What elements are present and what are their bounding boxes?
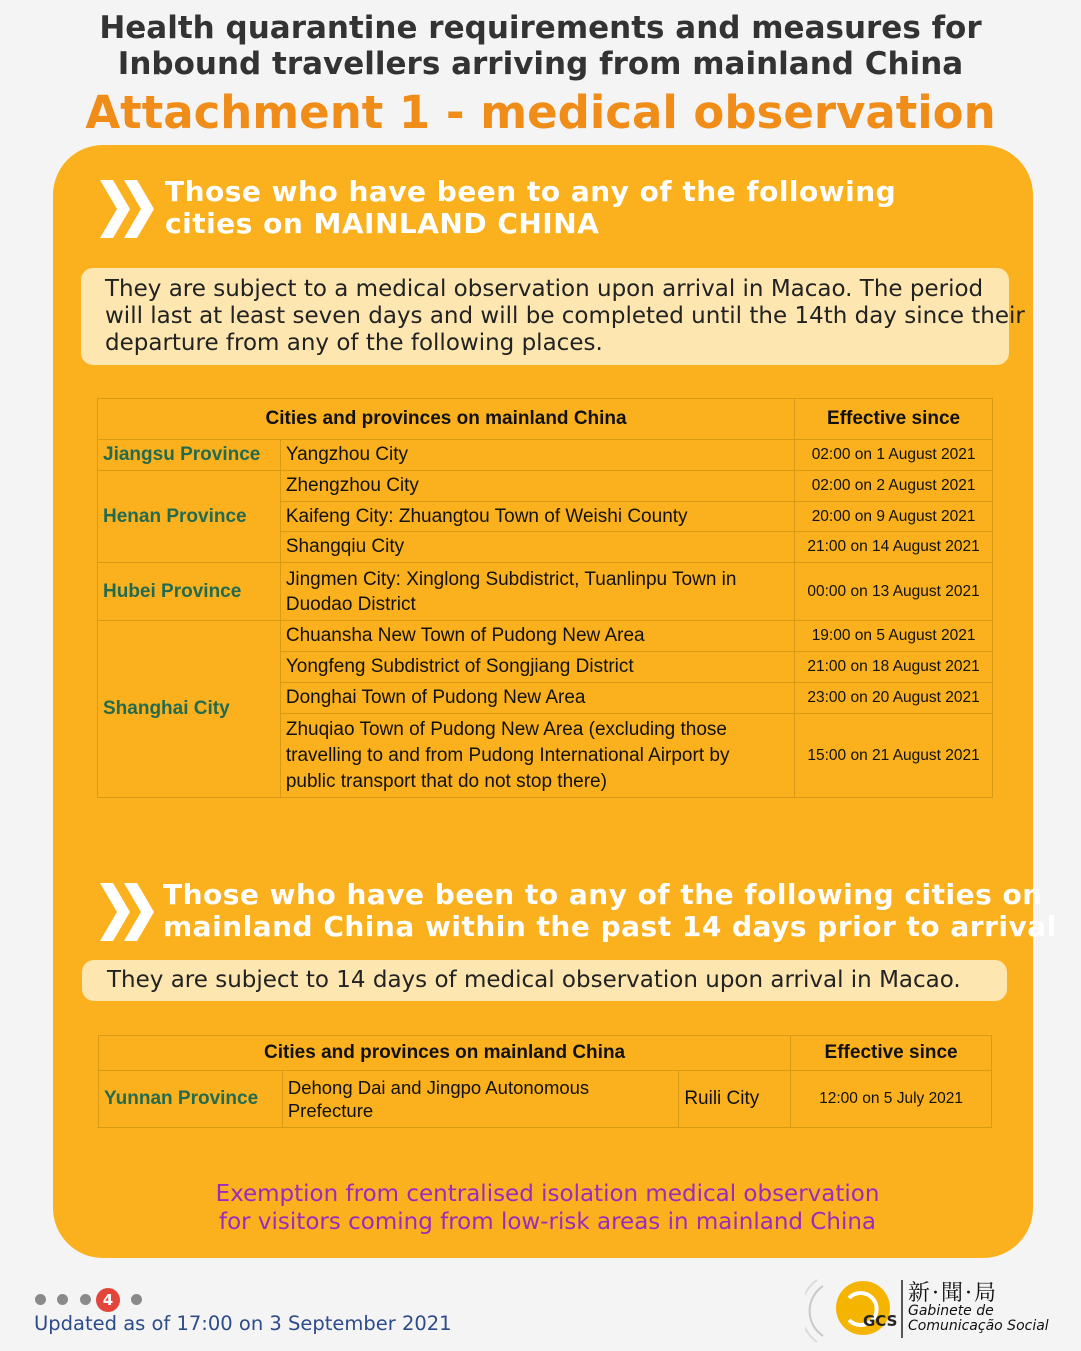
place-cell: Donghai Town of Pudong New Area <box>280 683 794 714</box>
province-cell: Henan Province <box>98 471 281 563</box>
table-row <box>98 563 993 621</box>
logo-pt-line2: Comunicação Social <box>908 1318 1049 1334</box>
section1-notice <box>81 268 1025 365</box>
date-cell: 00:00 on 13 August 2021 <box>795 563 993 621</box>
table-header-row <box>99 1036 992 1071</box>
col-header-places: Cities and provinces on mainland China <box>99 1036 791 1071</box>
col-header-effective: Effective since <box>791 1036 992 1071</box>
section1-notice-line2: will last at least seven days and will be completed until the 14th day since their <box>105 303 1025 329</box>
province-cell: Hubei Province <box>98 563 281 621</box>
page-dot[interactable] <box>35 1294 46 1305</box>
place-cell: Chuansha New Town of Pudong New Area <box>280 621 794 652</box>
section1-heading-line2: cities on MAINLAND CHINA <box>165 207 600 240</box>
exemption-line2: for visitors coming from low-risk areas in mainland China <box>218 1209 877 1235</box>
logo-pt-line1: Gabinete de <box>908 1303 994 1319</box>
updated-timestamp: Updated as of 17:00 on 3 September 2021 <box>34 1312 452 1335</box>
section2-heading-line2: mainland China within the past 14 days prior to arrival <box>163 910 1057 943</box>
date-cell: 20:00 on 9 August 2021 <box>795 502 993 532</box>
double-chevron-icon <box>100 180 156 238</box>
logo-portuguese-name <box>908 1304 1049 1334</box>
table-row <box>98 440 993 471</box>
section1-table <box>97 398 993 798</box>
title-line1: Health quarantine requirements and measures for <box>99 10 982 46</box>
place-line: travelling to and from Pudong International Airport by <box>285 744 730 766</box>
place-cell: Shangqiu City <box>280 532 794 563</box>
place-line: Duodao District <box>285 593 416 615</box>
logo-chinese-name: 新·聞·局 <box>908 1281 998 1306</box>
place-cell: Kaifeng City: Zhuangtou Town of Weishi County <box>280 502 794 532</box>
logo-mark-text: GCS <box>863 1312 898 1330</box>
col-header-places: Cities and provinces on mainland China <box>98 399 795 440</box>
date-cell: 23:00 on 20 August 2021 <box>795 683 993 714</box>
place-line: Zhuqiao Town of Pudong New Area (excluding those <box>285 718 727 740</box>
section2-notice-text: They are subject to 14 days of medical observation upon arrival in Macao. <box>107 967 961 993</box>
section1-heading-line1: Those who have been to any of the following <box>165 175 897 208</box>
province-cell: Yunnan Province <box>99 1071 283 1128</box>
exemption-line1: Exemption from centralised isolation medical observation <box>215 1181 880 1207</box>
double-chevron-icon <box>100 883 156 941</box>
place-cell: Zhengzhou City <box>280 471 794 502</box>
page-dot[interactable] <box>57 1294 68 1305</box>
province-cell: Shanghai City <box>98 621 281 798</box>
table-row <box>98 471 993 502</box>
place-cell <box>280 714 794 798</box>
prefecture-line: Prefecture <box>287 1100 374 1121</box>
section1-heading <box>165 176 896 240</box>
section1-notice-line3: departure from any of the following places. <box>105 330 603 356</box>
page-title <box>0 10 1081 82</box>
place-cell: Yangzhou City <box>280 440 794 471</box>
prefecture-cell <box>282 1071 678 1128</box>
title-line2: Inbound travellers arriving from mainland China <box>117 46 964 82</box>
place-line: Jingmen City: Xinglong Subdistrict, Tuanlinpu Town in <box>285 568 737 590</box>
date-cell: 19:00 on 5 August 2021 <box>795 621 993 652</box>
place-cell: Yongfeng Subdistrict of Songjiang District <box>280 652 794 683</box>
date-cell: 12:00 on 5 July 2021 <box>791 1071 992 1128</box>
date-cell: 02:00 on 2 August 2021 <box>795 471 993 502</box>
page-subtitle: Attachment 1 - medical observation <box>85 86 996 139</box>
province-cell: Jiangsu Province <box>98 440 281 471</box>
section2-table <box>98 1035 992 1128</box>
section1-notice-line1: They are subject to a medical observation upon arrival in Macao. The period <box>105 276 984 302</box>
current-page-badge: 4 <box>96 1288 120 1312</box>
page-dot[interactable] <box>80 1294 91 1305</box>
date-cell: 02:00 on 1 August 2021 <box>795 440 993 471</box>
place-cell <box>280 563 794 621</box>
col-header-effective: Effective since <box>795 399 993 440</box>
page-dot[interactable] <box>131 1294 142 1305</box>
date-cell: 21:00 on 18 August 2021 <box>795 652 993 683</box>
section2-heading <box>163 879 1057 943</box>
table-row <box>98 621 993 652</box>
section2-notice <box>82 960 1007 1001</box>
city-cell: Ruili City <box>679 1071 791 1128</box>
prefecture-line: Dehong Dai and Jingpo Autonomous <box>287 1077 590 1098</box>
date-cell: 15:00 on 21 August 2021 <box>795 714 993 798</box>
date-cell: 21:00 on 14 August 2021 <box>795 532 993 563</box>
section2-heading-line1: Those who have been to any of the following cities on <box>163 878 1043 911</box>
exemption-link[interactable] <box>0 1180 1081 1236</box>
table-header-row <box>98 399 993 440</box>
table-row <box>99 1071 992 1128</box>
place-line: public transport that do not stop there) <box>285 770 607 792</box>
